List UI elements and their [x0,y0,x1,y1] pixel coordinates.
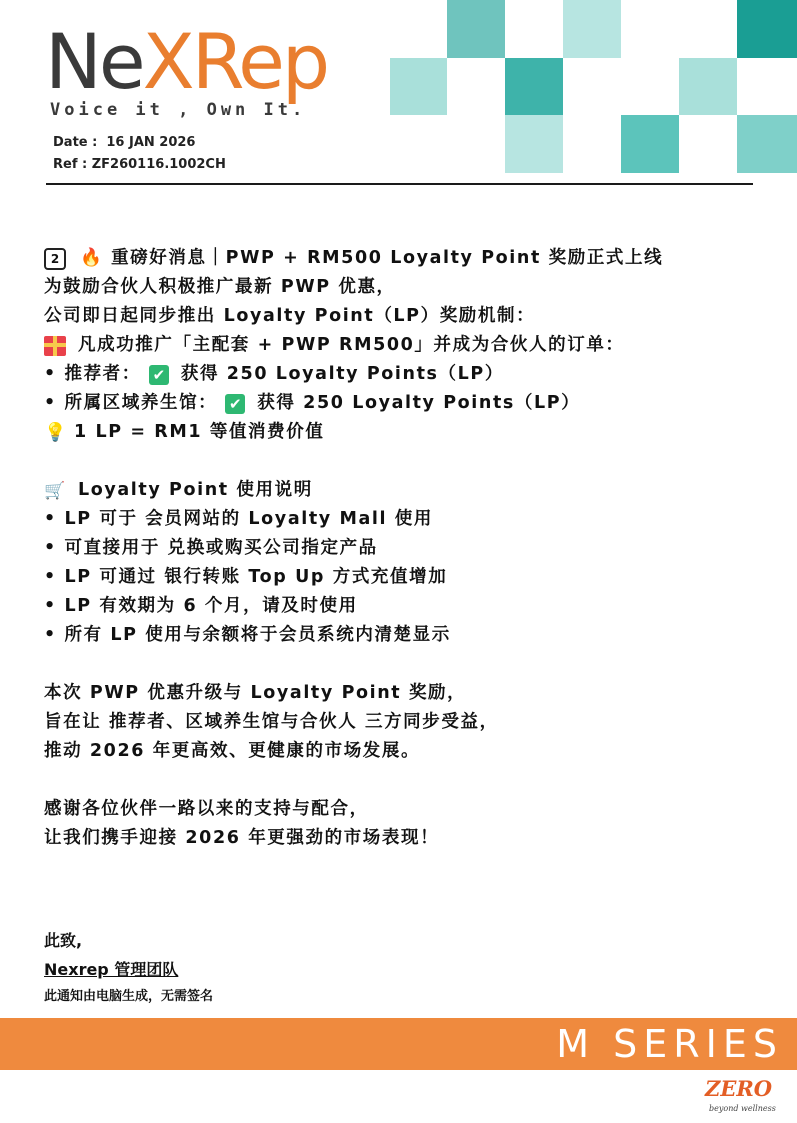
signature-team: Nexrep 管理团队 [44,960,179,979]
section-heading: 🛒 Loyalty Point 使用说明 [44,480,313,501]
closing-greeting: 此致, [44,931,83,950]
text-line: 凡成功推广「主配套 + PWP RM500」并成为合伙人的订单： [44,331,764,360]
spacer [44,766,764,795]
zero-tagline: beyond wellness [709,1104,776,1113]
header-divider [46,183,753,185]
headline: 2 🔥 重磅好消息｜PWP + RM500 Loyalty Point 奖励正式上线 [44,244,764,273]
bullet-item: • 可直接用于 兑换或购买公司指定产品 [44,538,378,558]
spacer [44,447,764,476]
bullet-item: • LP 可于 会员网站的 Loyalty Mall 使用 [44,509,433,529]
decor-square [447,0,505,58]
bullet-item: • 推荐者： ✔ 获得 250 Loyalty Points（LP） [44,364,504,384]
decor-square [679,58,737,115]
zero-brand-logo [705,1076,791,1116]
bullet-item: • 所有 LP 使用与余额将于会员系统内清楚显示 [44,625,451,645]
bullet-item: • LP 可通过 银行转账 Top Up 方式充值增加 [44,567,448,587]
decor-square [563,0,621,58]
bullet-item: • 所属区域养生馆： ✔ 获得 250 Loyalty Points（LP） [44,393,581,413]
nexrep-logo [45,17,345,122]
logo-tagline: Voice it , Own It. [50,100,307,120]
text-line: 💡 1 LP = RM1 等值消费价值 [44,421,325,443]
check-icon: ✔ [149,365,169,385]
document-date: Date : 16 JAN 2026 [53,135,196,150]
text-line: 推动 2026 年更高效、更健康的市场发展。 [44,741,421,761]
decor-square [621,115,679,173]
decor-square [505,58,563,115]
text-line: 旨在让 推荐者、区域养生馆与合伙人 三方同步受益， [44,712,499,732]
document-reference: Ref : ZF260116.1002CH [53,157,226,172]
decor-square [505,115,563,173]
text-line: 公司即日起同步推出 Loyalty Point（LP）奖励机制： [44,306,536,326]
m-series-logo: M SERIES [556,1022,783,1066]
decor-square [737,115,797,173]
logo-wordmark: NeXRep [45,17,328,106]
text-line: 为鼓励合伙人积极推广最新 PWP 优惠， [44,277,396,297]
signature-note: 此通知由电脑生成，无需签名 [44,989,214,1004]
announcement-body [44,244,764,853]
check-icon: ✔ [225,394,245,414]
text-line: 本次 PWP 优惠升级与 Loyalty Point 奖励， [44,683,467,703]
spacer [44,650,764,679]
lightbulb-icon: 💡 [44,421,67,443]
text-line: 感谢各位伙伴一路以来的支持与配合， [44,799,369,819]
decor-square [390,58,447,115]
number-2-icon: 2 [44,248,66,270]
text-line: 让我们携手迎接 2026 年更强劲的市场表现！ [44,828,440,848]
bullet-item: • LP 有效期为 6 个月，请及时使用 [44,596,358,616]
decor-square [737,0,797,58]
shopping-cart-icon: 🛒 [44,480,66,501]
gift-icon [44,336,66,356]
zero-wordmark: ZERO [705,1076,773,1101]
